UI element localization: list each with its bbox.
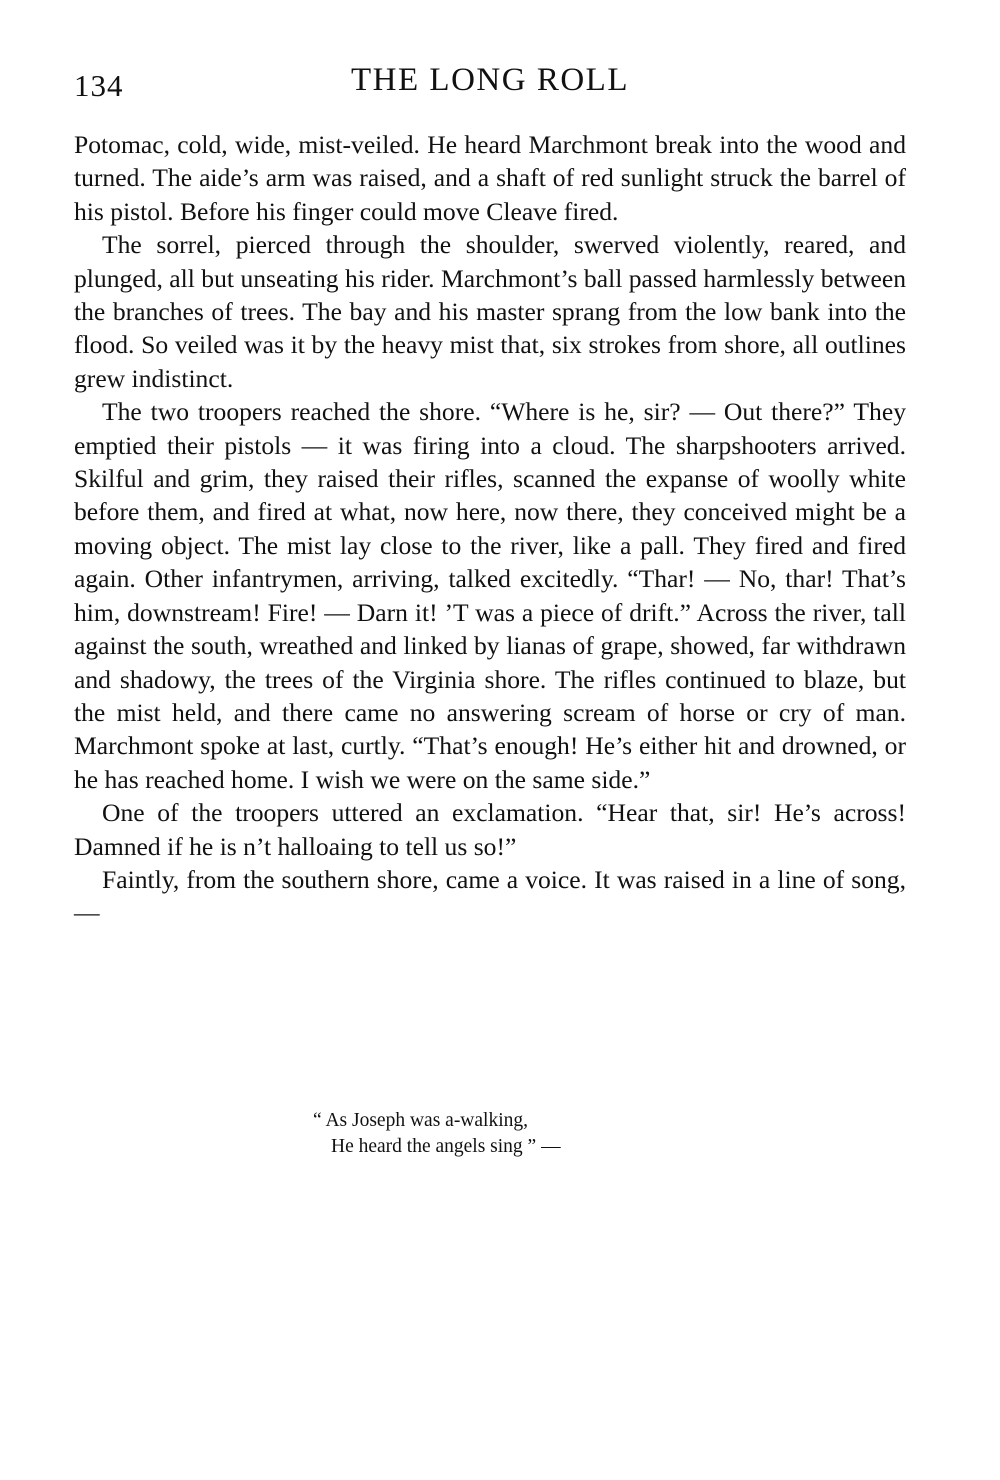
body-text [74,128,906,930]
verse-line-1: “ As Joseph was a-walking, [313,1110,529,1131]
paragraph-sorrel: The sorrel, pierced through the shoulder, swerved violently, reared, and plunged, all but unseating his rider. Marchmont’s ball passed harmlessly between the branches of trees. The bay and his master sprang from the low bank into the flood. So veiled was it by the heavy mist that, six strokes from shore, all outlines grew indistinct. [74,230,906,393]
page-number: 134 [74,68,124,103]
paragraph-song: Faintly, from the southern shore, came a voice. It was raised in a line of song, — [74,864,906,928]
paragraph-troopers: The two troopers reached the shore. “Where is he, sir? — Out there?” They emptied their pistols — it was firing into a cloud. The sharpshooters arrived. Skilful and grim, they raised their rifles, scanned the expanse of woolly white before them, and fired at what, now here, now there, they conceived might be a moving object. The mist lay close to the river, like a pall. They fired and fired again. Other infantrymen, arriving, talked excitedly. “Thar! — No, thar! That’s him, downstream! Fire! — Darn it! ’T was a piece of drift.” Across the river, tall against the south, wreathed and linked by lianas of grape, showed, far withdrawn and shadowy, the trees of the Virginia shore. The rifles continued to blaze, but the mist held, and there came no answering scream of horse or cry of man. Marchmont spoke at last, curtly. “That’s enough! He’s either hit and drowned, or he has reached home. I wish we were on the same side.” [74,397,906,794]
book-title: THE LONG ROLL [351,62,629,98]
paragraph-exclamation: One of the troopers uttered an exclamation. “Hear that, sir! He’s across! Damned if he is n’t halloaing to tell us so!” [74,798,906,861]
paragraph-continuation: Potomac, cold, wide, mist-veiled. He heard Marchmont break into the wood and turned. The aide’s arm was raised, and a shaft of red sunlight struck the barrel of his pistol. Before his finger could move Cleave fired. [74,130,906,226]
running-head [74,60,906,110]
verse-quote [313,1108,561,1160]
verse-line-2: He heard the angels sing ” — [331,1136,561,1157]
